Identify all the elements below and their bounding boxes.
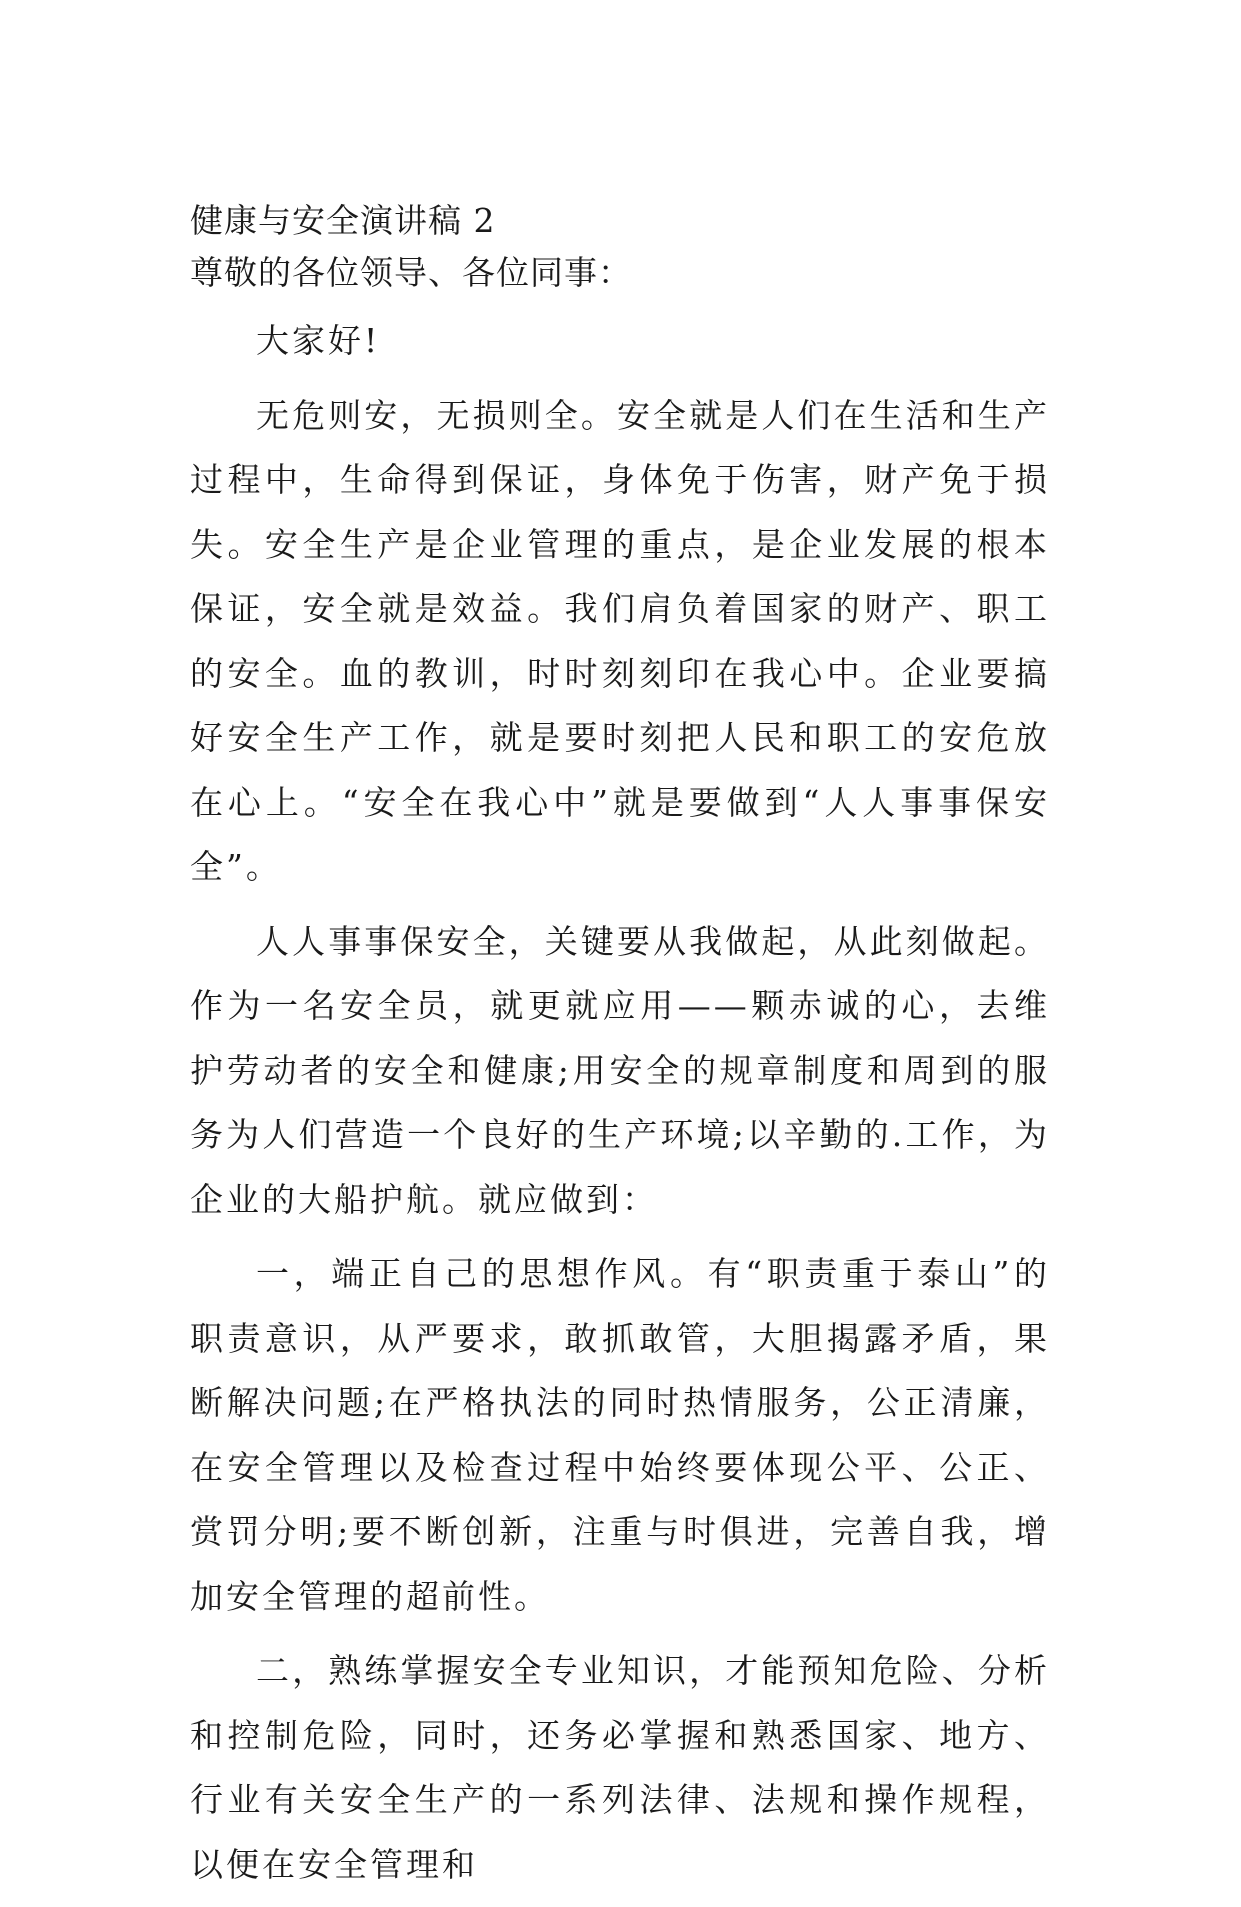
paragraph-point-two: 二，熟练掌握安全专业知识，才能预知危险、分析和控制危险，同时，还务必掌握和熟悉国家、地方、行业有关安全生产的一系列法律、法规和操作规程，以便在安全管理和 xyxy=(190,1651,1050,1884)
paragraph-point-one: 一，端正自己的思想作风。有“职责重于泰山”的职责意识，从严要求，敢抓敢管，大胆揭露矛盾，果断解决问题;在严格执法的同时热情服务，公正清廉，在安全管理以及检查过程中始终要体现公平、公正、赏罚分明;要不断创新，注重与时俱进，完善自我，增加安全管理的超前性。 xyxy=(190,1254,1050,1616)
document-page xyxy=(190,195,1050,1907)
paragraph-safety-definition: 无危则安，无损则全。安全就是人们在生活和生产过程中，生命得到保证，身体免于伤害，财产免于损失。安全生产是企业管理的重点，是企业发展的根本保证，安全就是效益。我们肩负着国家的财产、职工的安全。血的教训，时时刻刻印在我心中。企业要搞好安全生产工作，就是要时刻把人民和职工的安危放在心上。“安全在我心中”就是要做到“人人事事保安全”。 xyxy=(190,395,1050,886)
paragraph-greeting: 大家好! xyxy=(256,321,381,360)
paragraph-start-from-me: 人人事事保安全，关键要从我做起，从此刻做起。作为一名安全员，就更就应用——颗赤诚的心，去维护劳动者的安全和健康;用安全的规章制度和周到的服务为人们营造一个良好的生产环境;以辛勤的.工作，为企业的大船护航。就应做到： xyxy=(190,921,1050,1219)
salutation: 尊敬的各位领导、各位同事： xyxy=(190,253,632,292)
document-title: 健康与安全演讲稿 2 xyxy=(190,201,496,240)
